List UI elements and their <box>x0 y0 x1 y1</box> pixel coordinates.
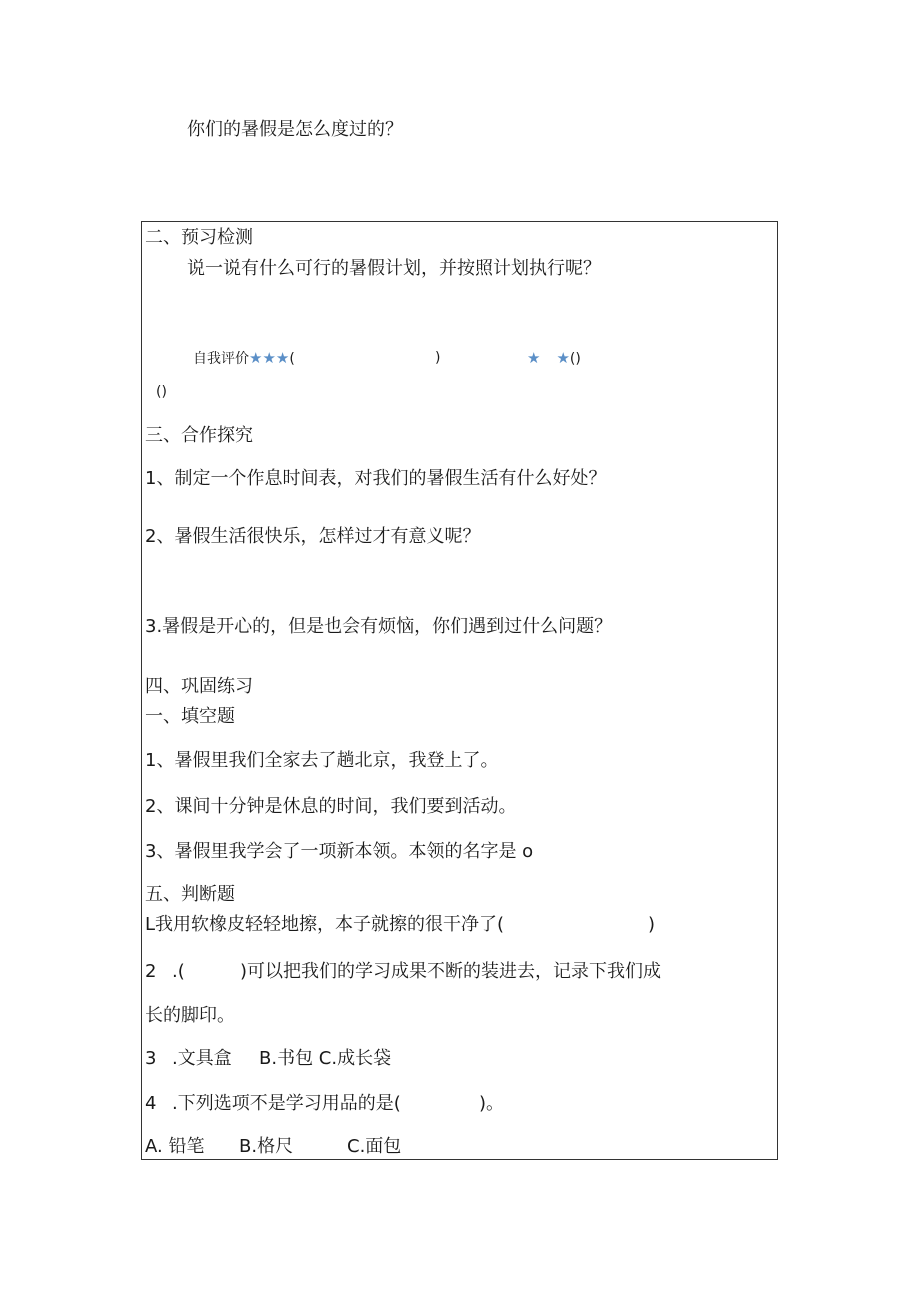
preview-prompt: 说一说有什么可行的暑假计划，并按照计划执行呢？ <box>187 258 601 279</box>
three-stars-icon: ★★★ <box>249 349 290 367</box>
option-c: C.面包 <box>347 1136 402 1157</box>
judge-4-number: 4 <box>145 1093 157 1114</box>
explore-question-2: 2、暑假生活很快乐，怎样过才有意义呢？ <box>145 526 481 547</box>
fill-blank-3: 3、暑假里我学会了一项新本领。本领的名字是 o <box>145 841 534 862</box>
paren-open: ( <box>289 351 295 367</box>
judge-4-text: .下列选项不是学习用品的是( <box>172 1093 401 1114</box>
judge-2-text: )可以把我们的学习成果不断的装进去，记录下我们成 <box>240 961 662 982</box>
intro-question: 你们的暑假是怎么度过的？ <box>187 119 403 140</box>
star-icon: ★ <box>556 349 570 367</box>
section-heading-practice: 四、巩固练习 <box>145 676 253 697</box>
fill-blank-2: 2、课间十分钟是休息的时间，我们要到活动。 <box>145 796 517 817</box>
explore-question-3: 3.暑假是开心的，但是也会有烦恼，你们遇到过什么问题？ <box>145 616 613 637</box>
star-icon: ★ <box>527 349 541 367</box>
section-heading-preview: 二、预习检测 <box>145 227 253 248</box>
paren-close: ) <box>435 350 441 366</box>
judge-3-options-bc: B.书包 C.成长袋 <box>259 1048 392 1069</box>
judge-1-close: ) <box>648 914 656 935</box>
explore-question-1: 1、制定一个作息时间表，对我们的暑假生活有什么好处？ <box>145 468 607 489</box>
judge-3-option-a: .文具盒 <box>172 1048 232 1069</box>
section-heading-judge: 五、判断题 <box>145 884 235 905</box>
judge-2-number: 2 <box>145 961 157 982</box>
judge-2-open: .( <box>172 961 185 982</box>
judge-3-number: 3 <box>145 1048 157 1069</box>
judge-2-continued: 长的脚印。 <box>145 1005 235 1026</box>
option-b: B.格尺 <box>239 1136 294 1157</box>
judge-4-close: )。 <box>479 1093 505 1114</box>
self-evaluation-row <box>193 348 295 369</box>
paren-b: () <box>569 351 581 367</box>
fill-blank-heading: 一、填空题 <box>145 706 235 727</box>
option-a: A. 铅笔 <box>145 1136 205 1157</box>
two-stars-row <box>527 348 581 369</box>
self-eval-label: 自我评价 <box>193 351 249 367</box>
section-heading-explore: 三、合作探究 <box>145 425 253 446</box>
fill-blank-1: 1、暑假里我们全家去了趟北京，我登上了。 <box>145 750 499 771</box>
judge-1: L我用软橡皮轻轻地擦，本子就擦的很干净了( <box>145 914 505 935</box>
paren-c: () <box>156 384 167 400</box>
